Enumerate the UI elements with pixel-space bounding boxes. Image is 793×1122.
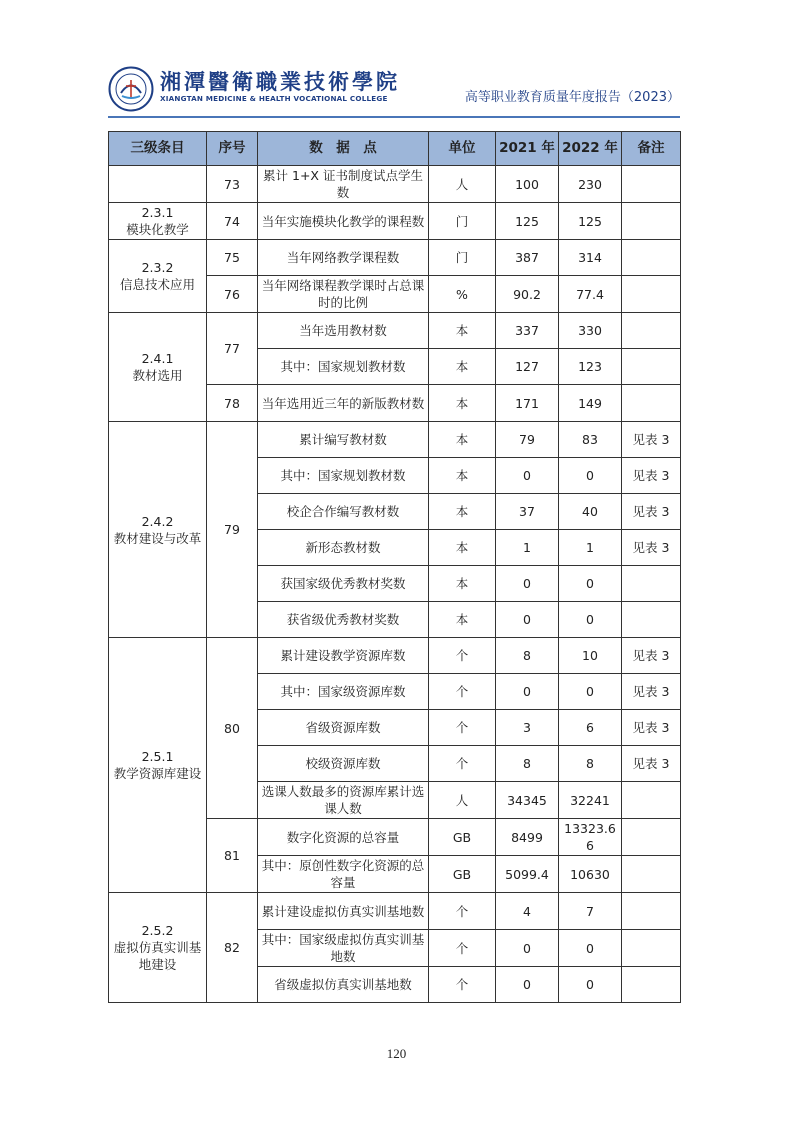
point-cell: 校企合作编写教材数 xyxy=(258,494,429,530)
header-cell: 2022 年 xyxy=(559,132,622,166)
unit-cell: 本 xyxy=(429,458,496,494)
value-2022-cell: 123 xyxy=(559,349,622,385)
school-name-cn: 湘潭醫衛職業技術學院 xyxy=(160,69,400,94)
unit-cell: 本 xyxy=(429,530,496,566)
value-2022-cell: 13323.6 6 xyxy=(559,819,622,856)
unit-cell: 本 xyxy=(429,313,496,349)
unit-cell: 个 xyxy=(429,930,496,967)
value-2021-cell: 0 xyxy=(496,458,559,494)
unit-cell: 本 xyxy=(429,385,496,422)
value-2021-cell: 8499 xyxy=(496,819,559,856)
note-cell xyxy=(622,782,681,819)
value-2021-cell: 4 xyxy=(496,893,559,930)
point-cell: 新形态教材数 xyxy=(258,530,429,566)
header-cell: 数 据 点 xyxy=(258,132,429,166)
point-cell: 当年选用近三年的新版教材数 xyxy=(258,385,429,422)
value-2021-cell: 127 xyxy=(496,349,559,385)
unit-cell: 人 xyxy=(429,782,496,819)
table-row xyxy=(109,422,681,458)
section-cell: 2.4.2 教材建设与改革 xyxy=(109,422,207,638)
seq-cell: 75 xyxy=(207,240,258,276)
table-row xyxy=(109,893,681,930)
value-2021-cell: 1 xyxy=(496,530,559,566)
unit-cell: 本 xyxy=(429,566,496,602)
value-2022-cell: 149 xyxy=(559,385,622,422)
section-cell: 2.4.1 教材选用 xyxy=(109,313,207,422)
value-2022-cell: 40 xyxy=(559,494,622,530)
point-cell: 其中：国家规划教材数 xyxy=(258,349,429,385)
section-cell: 2.5.1 教学资源库建设 xyxy=(109,638,207,893)
value-2022-cell: 10 xyxy=(559,638,622,674)
value-2022-cell: 1 xyxy=(559,530,622,566)
value-2021-cell: 3 xyxy=(496,710,559,746)
table-row xyxy=(109,203,681,240)
unit-cell: GB xyxy=(429,819,496,856)
value-2022-cell: 83 xyxy=(559,422,622,458)
note-cell xyxy=(622,602,681,638)
note-cell xyxy=(622,276,681,313)
point-cell: 其中：国家级资源库数 xyxy=(258,674,429,710)
note-cell: 见表 3 xyxy=(622,638,681,674)
value-2021-cell: 0 xyxy=(496,930,559,967)
value-2022-cell: 77.4 xyxy=(559,276,622,313)
seq-cell: 82 xyxy=(207,893,258,1003)
value-2021-cell: 387 xyxy=(496,240,559,276)
note-cell xyxy=(622,819,681,856)
seq-cell: 80 xyxy=(207,638,258,819)
seq-cell: 79 xyxy=(207,422,258,638)
section-cell: 2.3.1 模块化教学 xyxy=(109,203,207,240)
table-row xyxy=(109,313,681,349)
value-2021-cell: 0 xyxy=(496,566,559,602)
value-2022-cell: 0 xyxy=(559,566,622,602)
unit-cell: 个 xyxy=(429,967,496,1003)
unit-cell: 本 xyxy=(429,349,496,385)
unit-cell: 个 xyxy=(429,893,496,930)
point-cell: 省级资源库数 xyxy=(258,710,429,746)
value-2022-cell: 8 xyxy=(559,746,622,782)
value-2021-cell: 90.2 xyxy=(496,276,559,313)
note-cell: 见表 3 xyxy=(622,458,681,494)
seq-cell: 73 xyxy=(207,166,258,203)
seq-cell: 76 xyxy=(207,276,258,313)
unit-cell: 个 xyxy=(429,746,496,782)
value-2022-cell: 0 xyxy=(559,967,622,1003)
header-cell: 三级条目 xyxy=(109,132,207,166)
value-2022-cell: 6 xyxy=(559,710,622,746)
point-cell: 数字化资源的总容量 xyxy=(258,819,429,856)
value-2022-cell: 125 xyxy=(559,203,622,240)
point-cell: 获省级优秀教材奖数 xyxy=(258,602,429,638)
value-2021-cell: 0 xyxy=(496,602,559,638)
unit-cell: 本 xyxy=(429,422,496,458)
value-2022-cell: 0 xyxy=(559,674,622,710)
school-name-en: XIANGTAN MEDICINE & HEALTH VOCATIONAL COLLEGE xyxy=(160,94,388,103)
unit-cell: 人 xyxy=(429,166,496,203)
note-cell: 见表 3 xyxy=(622,710,681,746)
table-row xyxy=(109,166,681,203)
unit-cell: 个 xyxy=(429,638,496,674)
point-cell: 省级虚拟仿真实训基地数 xyxy=(258,967,429,1003)
point-cell: 累计建设教学资源库数 xyxy=(258,638,429,674)
point-cell: 累计编写教材数 xyxy=(258,422,429,458)
unit-cell: 本 xyxy=(429,494,496,530)
value-2022-cell: 7 xyxy=(559,893,622,930)
value-2022-cell: 10630 xyxy=(559,856,622,893)
section-cell: 2.5.2 虚拟仿真实训基地建设 xyxy=(109,893,207,1003)
unit-cell: 门 xyxy=(429,203,496,240)
point-cell: 当年网络课程教学课时占总课时的比例 xyxy=(258,276,429,313)
value-2021-cell: 8 xyxy=(496,746,559,782)
value-2022-cell: 0 xyxy=(559,602,622,638)
value-2021-cell: 5099.4 xyxy=(496,856,559,893)
note-cell xyxy=(622,566,681,602)
value-2022-cell: 230 xyxy=(559,166,622,203)
value-2021-cell: 8 xyxy=(496,638,559,674)
note-cell xyxy=(622,349,681,385)
value-2021-cell: 125 xyxy=(496,203,559,240)
note-cell: 见表 3 xyxy=(622,530,681,566)
value-2021-cell: 79 xyxy=(496,422,559,458)
header-cell: 2021 年 xyxy=(496,132,559,166)
page-header xyxy=(108,62,680,116)
value-2022-cell: 330 xyxy=(559,313,622,349)
section-cell: 2.3.2 信息技术应用 xyxy=(109,240,207,313)
unit-cell: % xyxy=(429,276,496,313)
point-cell: 当年网络教学课程数 xyxy=(258,240,429,276)
point-cell: 校级资源库数 xyxy=(258,746,429,782)
unit-cell: 门 xyxy=(429,240,496,276)
note-cell xyxy=(622,967,681,1003)
note-cell: 见表 3 xyxy=(622,422,681,458)
value-2021-cell: 0 xyxy=(496,967,559,1003)
section-cell xyxy=(109,166,207,203)
note-cell: 见表 3 xyxy=(622,746,681,782)
value-2022-cell: 32241 xyxy=(559,782,622,819)
unit-cell: 本 xyxy=(429,602,496,638)
seq-cell: 77 xyxy=(207,313,258,385)
unit-cell: 个 xyxy=(429,674,496,710)
unit-cell: GB xyxy=(429,856,496,893)
note-cell xyxy=(622,313,681,349)
note-cell: 见表 3 xyxy=(622,494,681,530)
point-cell: 当年实施模块化教学的课程数 xyxy=(258,203,429,240)
data-table xyxy=(108,131,681,1003)
point-cell: 当年选用教材数 xyxy=(258,313,429,349)
table-row xyxy=(109,638,681,674)
value-2021-cell: 171 xyxy=(496,385,559,422)
table-row xyxy=(109,240,681,276)
header-cell: 备注 xyxy=(622,132,681,166)
note-cell xyxy=(622,930,681,967)
value-2022-cell: 0 xyxy=(559,930,622,967)
header-cell: 单位 xyxy=(429,132,496,166)
value-2021-cell: 37 xyxy=(496,494,559,530)
point-cell: 选课人数最多的资源库累计选课人数 xyxy=(258,782,429,819)
page-number: 120 xyxy=(386,1046,407,1061)
point-cell: 累计建设虚拟仿真实训基地数 xyxy=(258,893,429,930)
unit-cell: 个 xyxy=(429,710,496,746)
header-divider xyxy=(108,116,680,118)
seq-cell: 78 xyxy=(207,385,258,422)
table-header-row xyxy=(109,132,681,166)
value-2021-cell: 0 xyxy=(496,674,559,710)
value-2022-cell: 0 xyxy=(559,458,622,494)
note-cell xyxy=(622,240,681,276)
value-2022-cell: 314 xyxy=(559,240,622,276)
note-cell xyxy=(622,203,681,240)
value-2021-cell: 337 xyxy=(496,313,559,349)
college-seal-icon xyxy=(108,66,154,112)
report-title: 高等职业教育质量年度报告（2023） xyxy=(464,90,680,105)
value-2021-cell: 34345 xyxy=(496,782,559,819)
point-cell: 累计 1+X 证书制度试点学生数 xyxy=(258,166,429,203)
point-cell: 获国家级优秀教材奖数 xyxy=(258,566,429,602)
point-cell: 其中：国家规划教材数 xyxy=(258,458,429,494)
point-cell: 其中：原创性数字化资源的总容量 xyxy=(258,856,429,893)
note-cell xyxy=(622,166,681,203)
note-cell xyxy=(622,856,681,893)
value-2021-cell: 100 xyxy=(496,166,559,203)
note-cell xyxy=(622,893,681,930)
point-cell: 其中：国家级虚拟仿真实训基地数 xyxy=(258,930,429,967)
note-cell xyxy=(622,385,681,422)
seq-cell: 81 xyxy=(207,819,258,893)
note-cell: 见表 3 xyxy=(622,674,681,710)
seq-cell: 74 xyxy=(207,203,258,240)
header-cell: 序号 xyxy=(207,132,258,166)
